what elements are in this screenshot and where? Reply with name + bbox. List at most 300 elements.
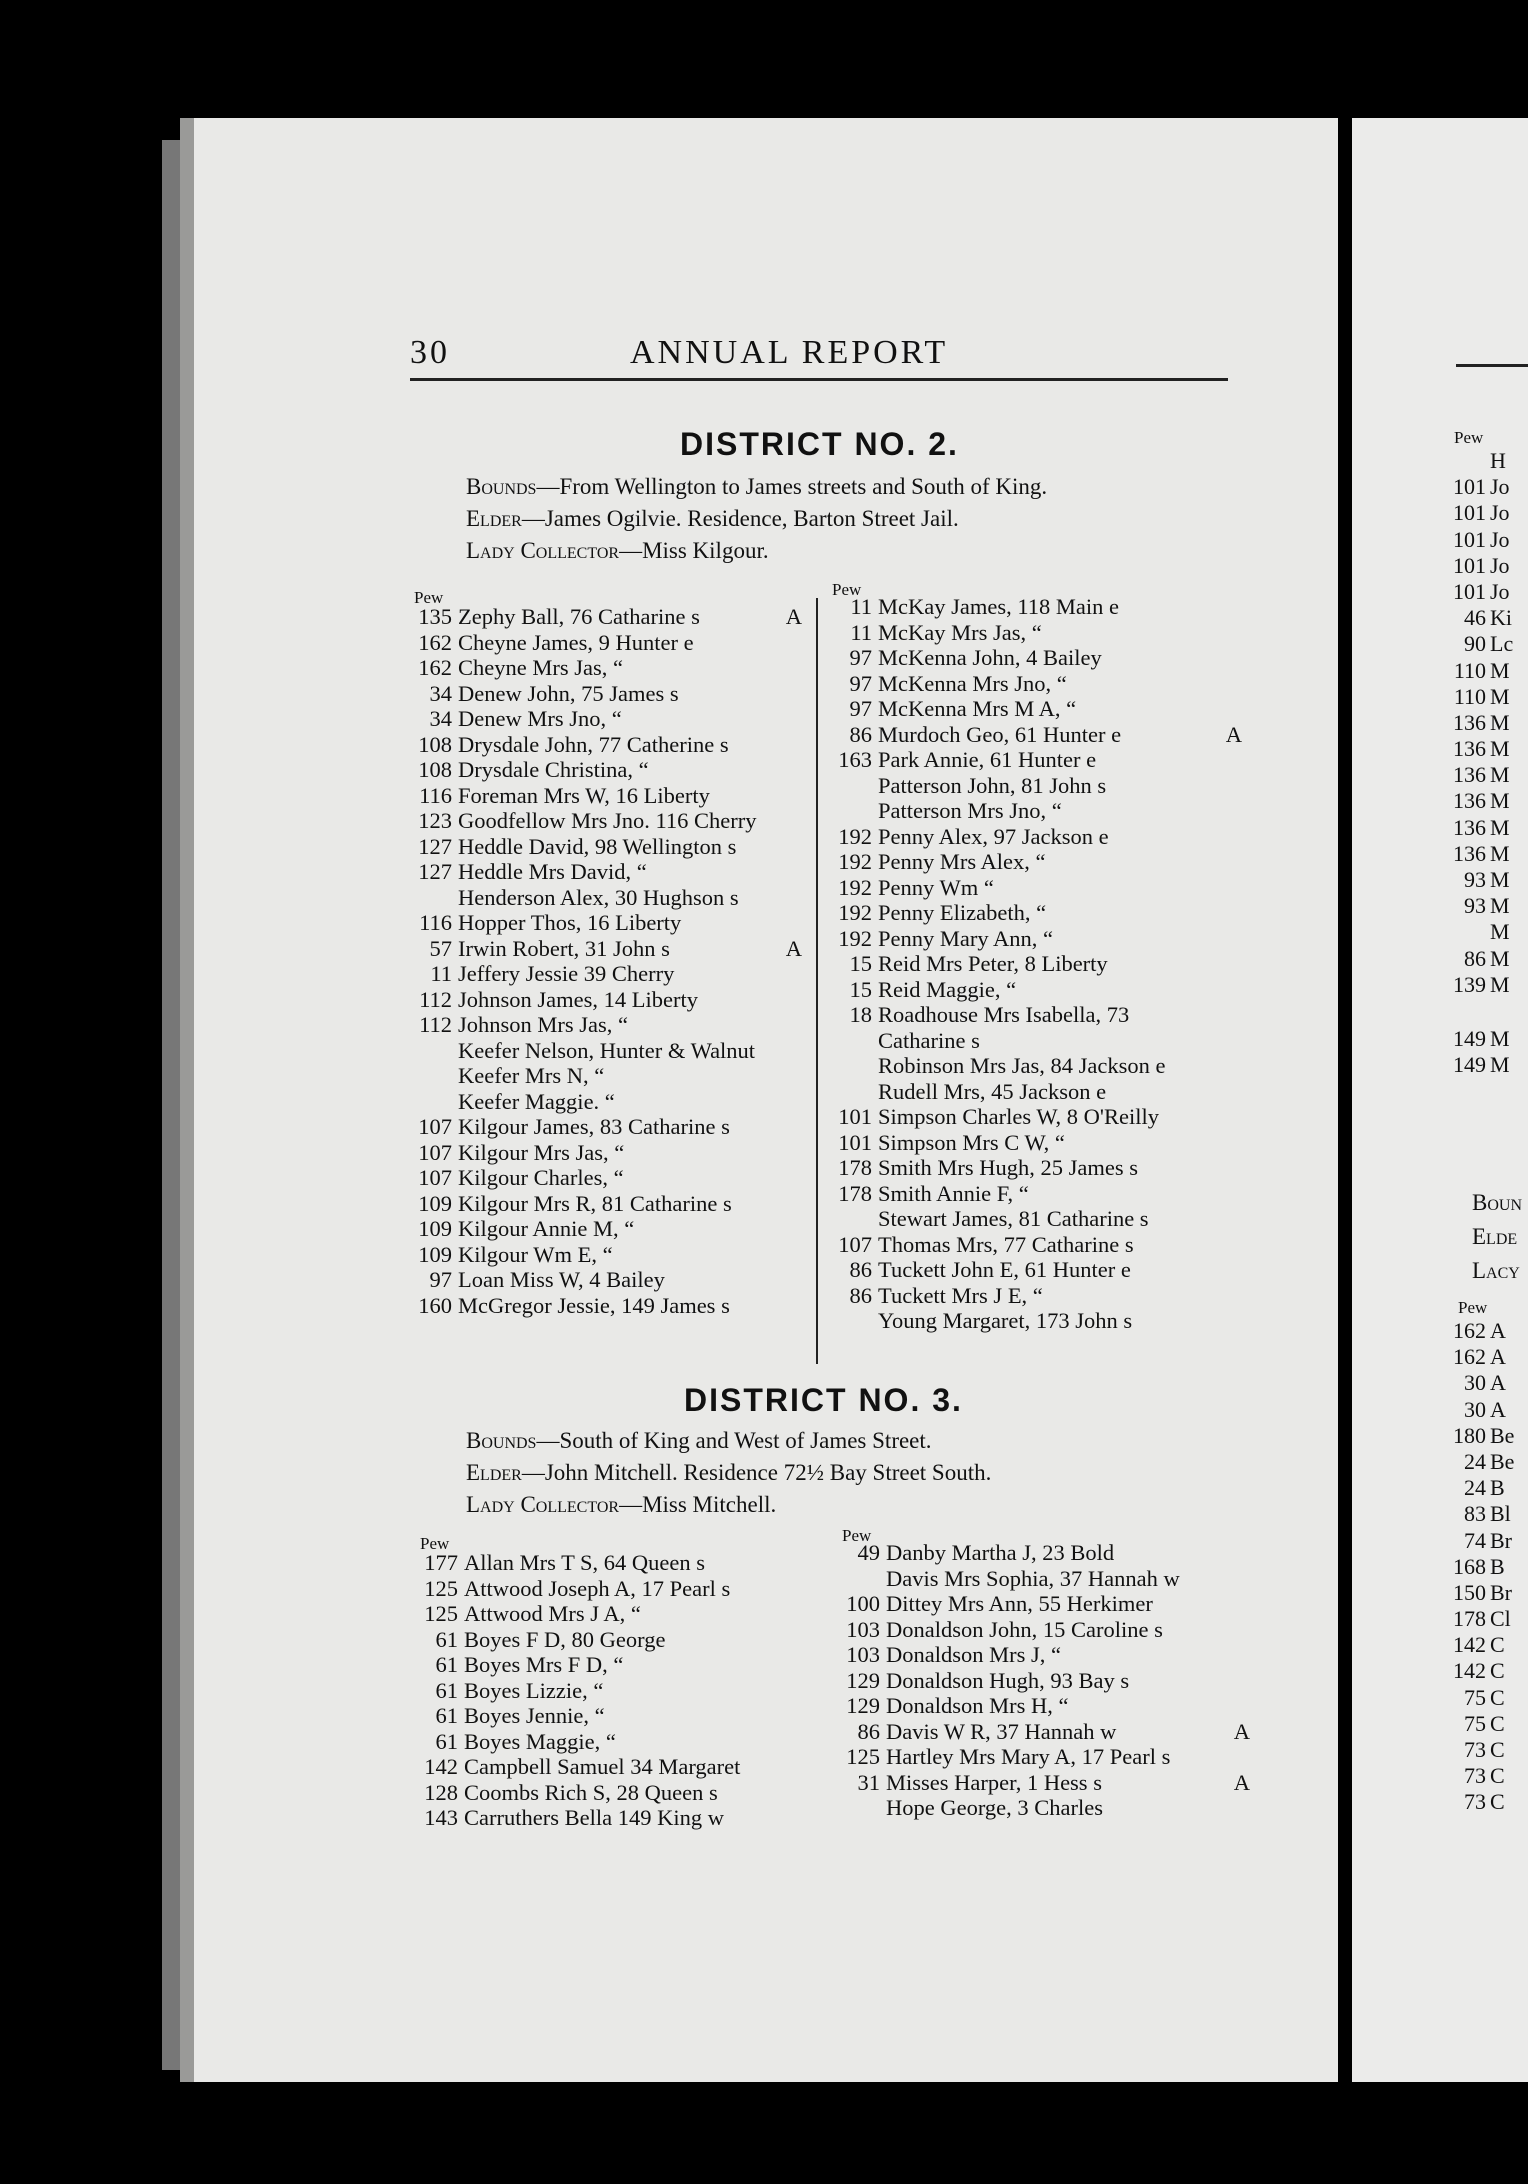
list-item [830,900,1250,926]
member-entry: M [1490,919,1510,945]
member-entry: Jo [1490,500,1510,526]
pew-number: 192 [838,874,872,900]
list-item [410,1140,810,1166]
member-entry: Kilgour Charles, “ [458,1165,624,1190]
list-item [1452,474,1528,500]
member-entry: McKay James, 118 Main e [878,594,1119,619]
list-item [830,645,1250,671]
list-item [830,849,1250,875]
list-item [1452,605,1528,631]
member-entry: Carruthers Bella 149 King w [464,1805,724,1830]
list-item [410,630,810,656]
list-item [830,1155,1250,1181]
list-item [410,1089,810,1115]
list-item [410,1267,810,1293]
member-entry: Loan Miss W, 4 Bailey [458,1267,665,1292]
pew-number: 168 [1453,1553,1486,1579]
pew-number: 90 [1464,631,1486,657]
member-entry: Bl [1490,1501,1511,1527]
list-item [830,1028,1250,1054]
district-3-title: DISTRICT NO. 3. [684,1382,963,1418]
district-3-elder [466,1460,991,1486]
pew-number: 142 [1453,1658,1486,1684]
member-entry: McKay Mrs Jas, “ [878,619,1042,645]
member-entry: Boyes F D, 80 George [464,1626,666,1652]
member-entry: Reid Mrs Peter, 8 Liberty [878,951,1108,976]
list-item [410,783,810,809]
pew-number: 86 [849,1282,872,1308]
pew-number: 61 [435,1652,458,1677]
pew-number: 136 [1453,709,1486,735]
list-item [838,1668,1258,1694]
pew-number: 178 [1453,1606,1486,1632]
pew-number: 31 [857,1769,880,1795]
facing-mid-column [1452,1026,1528,1078]
member-entry: Misses Harper, 1 Hess s [886,1769,1102,1795]
list-item [410,961,810,987]
pew-number: 178 [838,1155,872,1180]
pew-number: 97 [849,645,872,670]
member-entry: Donaldson John, 15 Caroline s [886,1616,1163,1642]
member-entry: Keefer Nelson, Hunter & Walnut [458,1037,756,1063]
pew-number: 163 [838,747,872,772]
member-entry: Smith Mrs Hugh, 25 James s [878,1155,1139,1180]
pew-number: 192 [838,925,872,951]
list-item [830,1283,1250,1309]
pew-number: 128 [424,1779,458,1805]
column-divider [816,598,818,1364]
list-item [1452,972,1528,998]
pew-number: 150 [1453,1579,1486,1605]
list-item [416,1729,826,1755]
list-item [410,706,810,732]
member-mark: A [785,604,802,629]
list-item [410,936,810,962]
member-entry: Foreman Mrs W, 16 Liberty [458,782,710,808]
list-item [1452,1763,1528,1789]
member-entry: Penny Mrs Alex, “ [878,849,1046,874]
list-item [1452,527,1528,553]
pew-number: 74 [1464,1527,1486,1553]
member-entry: Kilgour Annie M, “ [458,1216,635,1241]
list-item [838,1642,1258,1668]
pew-number: 136 [1453,788,1486,814]
member-entry: Rudell Mrs, 45 Jackson e [878,1078,1107,1104]
facing-collector-fragment: Lacy [1472,1258,1520,1283]
pew-number: 93 [1464,867,1486,892]
list-item [1452,1370,1528,1396]
member-entry: Denew Mrs Jno, “ [458,706,622,731]
list-item [830,747,1250,773]
list-item [410,885,810,911]
member-entry: Cl [1490,1606,1511,1632]
pew-number: 86 [1464,945,1486,971]
list-item [830,1257,1250,1283]
member-entry: M [1490,971,1510,997]
pew-number: 11 [850,619,872,645]
list-item [416,1678,826,1704]
member-entry: Br [1490,1579,1512,1605]
member-entry: McGregor Jessie, 149 James s [458,1292,730,1318]
pew-number: 75 [1464,1710,1486,1736]
member-entry: Johnson James, 14 Liberty [458,986,698,1012]
pew-number: 97 [849,670,872,696]
list-item [838,1719,1258,1745]
pew-number: 46 [1464,605,1486,631]
member-entry: Henderson Alex, 30 Hughson s [458,884,739,910]
list-item [1452,500,1528,526]
member-entry: C [1490,1763,1505,1789]
member-entry: H [1490,448,1506,473]
pew-number: 162 [418,629,452,655]
pew-number: 34 [429,680,452,706]
list-item [416,1780,826,1806]
member-entry: M [1490,1052,1510,1078]
member-entry: Hope George, 3 Charles [886,1795,1104,1820]
member-entry: Kilgour James, 83 Catharine s [458,1114,730,1139]
member-entry: M [1490,709,1510,735]
list-item [410,681,810,707]
list-item [1452,1580,1528,1606]
list-item [1452,1397,1528,1423]
member-entry: Heddle David, 98 Wellington s [458,833,737,859]
pew-number: 139 [1453,971,1486,997]
member-entry: Cheyne James, 9 Hunter e [458,629,694,655]
pew-number: 110 [1453,683,1486,709]
pew-number: 101 [838,1129,872,1155]
member-entry: Ki [1490,605,1512,631]
member-entry: Penny Wm “ [878,874,994,900]
list-item [830,620,1250,646]
member-entry: McKenna Mrs M A, “ [878,696,1077,721]
member-entry: Jo [1490,578,1510,604]
list-item [1452,841,1528,867]
member-entry: Donaldson Hugh, 93 Bay s [886,1667,1130,1693]
list-item [830,1206,1250,1232]
district-2-collector [466,538,769,564]
list-item [410,1216,810,1242]
member-entry: Donaldson Mrs J, “ [886,1642,1061,1667]
member-entry: M [1490,840,1510,866]
pew-number: 57 [429,935,452,961]
list-item [1452,579,1528,605]
member-entry: Attwood Mrs J A, “ [464,1601,641,1626]
pew-number: 100 [846,1591,880,1616]
list-item [1452,736,1528,762]
pew-number: 162 [418,655,452,680]
member-entry: Coombs Rich S, 28 Queen s [464,1779,718,1805]
pew-number: 83 [1464,1501,1486,1527]
member-entry: Robinson Mrs Jas, 84 Jackson e [878,1053,1166,1078]
list-item [410,1293,810,1319]
member-entry: Be [1490,1448,1515,1474]
elder-label: Elder [466,1460,522,1485]
list-item [1452,710,1528,736]
pew-number: 162 [1453,1344,1486,1370]
pew-number: 30 [1464,1396,1486,1422]
list-item [410,1063,810,1089]
member-entry: Jeffery Jessie 39 Cherry [458,961,675,986]
member-entry: Young Margaret, 173 John s [878,1308,1133,1333]
member-entry: C [1490,1710,1505,1736]
member-entry: Attwood Joseph A, 17 Pearl s [464,1575,731,1601]
member-entry: Boyes Mrs F D, “ [464,1652,624,1677]
member-entry: Drysdale John, 77 Catherine s [458,731,729,757]
pew-number: 73 [1464,1789,1486,1815]
member-entry: Be [1490,1422,1515,1448]
pew-number: 192 [838,823,872,849]
pew-number: 15 [849,976,872,1002]
member-entry: Jo [1490,552,1510,578]
pew-number: 15 [849,951,872,976]
facing-bounds-fragment: Boun [1472,1190,1523,1215]
list-item [410,1191,810,1217]
pew-number: 108 [418,731,452,757]
collector-text: —Miss Mitchell. [619,1492,777,1517]
list-item [830,1079,1250,1105]
pew-number: 125 [424,1601,458,1626]
pew-number: 136 [1453,736,1486,762]
member-mark: A [1233,1769,1250,1795]
member-entry: Simpson Charles W, 8 O'Reilly [878,1104,1159,1129]
pew-number: 123 [418,808,452,833]
member-mark: A [1233,1718,1250,1744]
pew-number: 143 [424,1805,458,1830]
pew-number: 142 [424,1754,458,1779]
list-item [410,1165,810,1191]
pew-label: Pew [832,580,862,599]
elder-text: —James Ogilvie. Residence, Barton Street Jail. [521,506,959,531]
pew-number: 101 [1453,578,1486,604]
member-entry: M [1490,657,1510,683]
list-item [830,722,1250,748]
pew-number: 112 [419,1012,452,1037]
pew-number: 101 [1453,500,1486,526]
member-entry: Keefer Mrs N, “ [458,1063,605,1088]
pew-label: Pew [842,1526,872,1545]
district-2-elder [466,506,959,532]
list-item [830,977,1250,1003]
page-edge [162,140,182,2070]
list-item [830,696,1250,722]
list-item [1452,1026,1528,1052]
pew-number: 18 [849,1002,872,1027]
member-entry: Danby Martha J, 23 Bold [886,1540,1115,1565]
pew-number: 101 [1453,474,1486,500]
collector-text: —Miss Kilgour. [619,538,769,563]
list-item [830,1002,1250,1028]
list-item [830,1053,1250,1079]
member-entry: B [1490,1475,1505,1501]
list-item [1452,867,1528,893]
pew-number: 116 [419,910,452,935]
member-entry: M [1490,945,1510,971]
pew-number: 101 [1453,526,1486,552]
pew-number: 101 [1453,552,1486,578]
list-item [830,1232,1250,1258]
list-item [830,798,1250,824]
list-item [838,1744,1258,1770]
member-entry: Penny Alex, 97 Jackson e [878,823,1109,849]
member-entry: M [1490,788,1510,814]
pew-number: 34 [429,706,452,731]
member-entry: Kilgour Mrs Jas, “ [458,1139,625,1165]
elder-label: Elder [466,506,522,531]
district-2-left-column [410,604,810,1318]
member-mark: A [785,935,802,961]
pew-number: 107 [418,1114,452,1139]
member-entry: C [1490,1658,1505,1684]
pew-number: 75 [1464,1684,1486,1710]
member-entry: Zephy Ball, 76 Catharine s [458,604,700,629]
list-item [410,1242,810,1268]
pew-number: 149 [1453,1026,1486,1051]
pew-number: 129 [846,1693,880,1718]
list-item [410,1012,810,1038]
pew-number: 49 [857,1540,880,1565]
list-item [1452,946,1528,972]
list-item [1452,1449,1528,1475]
member-mark: A [1225,721,1242,747]
list-item [416,1805,826,1831]
list-item [1452,919,1528,945]
pew-number: 61 [435,1703,458,1728]
pew-number: 162 [1453,1318,1486,1343]
member-entry: Hartley Mrs Mary A, 17 Pearl s [886,1744,1171,1769]
list-item [410,910,810,936]
list-item [410,987,810,1013]
member-entry: Tuckett John E, 61 Hunter e [878,1257,1131,1282]
member-entry: Boyes Jennie, “ [464,1703,605,1728]
member-entry: C [1490,1737,1505,1762]
list-item [410,732,810,758]
list-item [1452,1318,1528,1344]
district-2-title: DISTRICT NO. 2. [680,426,959,462]
list-item [830,1181,1250,1207]
list-item [830,951,1250,977]
list-item [416,1576,826,1602]
bounds-text: —From Wellington to James streets and South of King. [536,474,1048,499]
member-entry: Stewart James, 81 Catharine s [878,1206,1149,1231]
member-entry: Hopper Thos, 16 Liberty [458,910,682,935]
list-item [838,1693,1258,1719]
member-entry: A [1490,1370,1506,1396]
pew-number: 108 [418,757,452,782]
page-number: 30 [410,334,450,371]
pew-label: Pew [1458,1298,1488,1317]
member-entry: Donaldson Mrs H, “ [886,1693,1069,1718]
pew-number: 86 [857,1718,880,1744]
member-entry: Thomas Mrs, 77 Catharine s [878,1231,1134,1257]
pew-number: 107 [418,1139,452,1165]
pew-number: 61 [435,1677,458,1703]
collector-label: Lady Collector [466,538,620,563]
member-entry: Penny Mary Ann, “ [878,925,1053,951]
member-entry: McKenna Mrs Jno, “ [878,670,1067,696]
bounds-text: —South of King and West of James Street. [536,1428,932,1453]
member-entry: Tuckett Mrs J E, “ [878,1282,1043,1308]
pew-number: 107 [838,1231,872,1257]
member-entry: Park Annie, 61 Hunter e [878,747,1097,772]
pew-number: 177 [424,1550,458,1575]
list-item [1452,1606,1528,1632]
pew-number: 11 [430,961,452,986]
pew-number: 160 [418,1292,452,1318]
list-item [1452,658,1528,684]
member-entry: Johnson Mrs Jas, “ [458,1012,629,1037]
member-entry: A [1490,1344,1506,1370]
member-entry: Allan Mrs T S, 64 Queen s [464,1550,706,1575]
pew-number: 125 [846,1744,880,1769]
member-entry: Davis Mrs Sophia, 37 Hannah w [886,1565,1180,1591]
member-entry: M [1490,867,1510,892]
member-entry: Simpson Mrs C W, “ [878,1129,1065,1155]
list-item [830,1308,1250,1334]
member-entry: Patterson John, 81 John s [878,772,1107,798]
district-2-right-column [830,594,1250,1334]
pew-number: 61 [435,1626,458,1652]
pew-number: 109 [418,1216,452,1241]
pew-label: Pew [414,588,444,607]
member-entry: Davis W R, 37 Hannah w [886,1718,1117,1744]
member-entry: Lc [1490,631,1514,657]
list-item [1452,1554,1528,1580]
pew-number: 73 [1464,1737,1486,1762]
pew-number: 97 [429,1267,452,1292]
pew-number: 136 [1453,762,1486,788]
member-entry: Smith Annie F, “ [878,1180,1029,1206]
pew-number: 136 [1453,840,1486,866]
member-entry: A [1490,1396,1506,1422]
member-entry: Denew John, 75 James s [458,680,679,706]
member-entry: M [1490,1026,1510,1051]
pew-number: 103 [846,1616,880,1642]
member-entry: Jo [1490,474,1510,500]
member-entry: Jo [1490,526,1510,552]
pew-number: 101 [838,1104,872,1129]
list-item [838,1617,1258,1643]
list-item [830,594,1250,620]
member-entry: Penny Elizabeth, “ [878,900,1047,925]
list-item [1452,1685,1528,1711]
member-entry: Br [1490,1527,1512,1553]
member-entry: Keefer Maggie. “ [458,1088,615,1114]
pew-number: 112 [419,986,452,1012]
member-entry: Boyes Maggie, “ [464,1728,616,1754]
list-item [416,1550,826,1576]
member-entry: Catharine s [878,1027,980,1053]
pew-number: 86 [849,721,872,747]
pew-number: 192 [838,849,872,874]
member-entry: M [1490,736,1510,762]
facing-bottom-column [1452,1318,1528,1816]
list-item [1452,1528,1528,1554]
list-item [1452,815,1528,841]
pew-number: 142 [1453,1632,1486,1658]
pew-number: 109 [418,1190,452,1216]
pew-number: 149 [1453,1052,1486,1078]
member-entry: Patterson Mrs Jno, “ [878,798,1062,823]
list-item [1452,1789,1528,1815]
list-item [410,834,810,860]
list-item [416,1601,826,1627]
district-3-left-column [416,1550,826,1831]
list-item [838,1540,1258,1566]
pew-number: 110 [1453,657,1486,683]
member-entry: C [1490,1632,1505,1658]
pew-number: 125 [424,1575,458,1601]
list-item [1452,1501,1528,1527]
